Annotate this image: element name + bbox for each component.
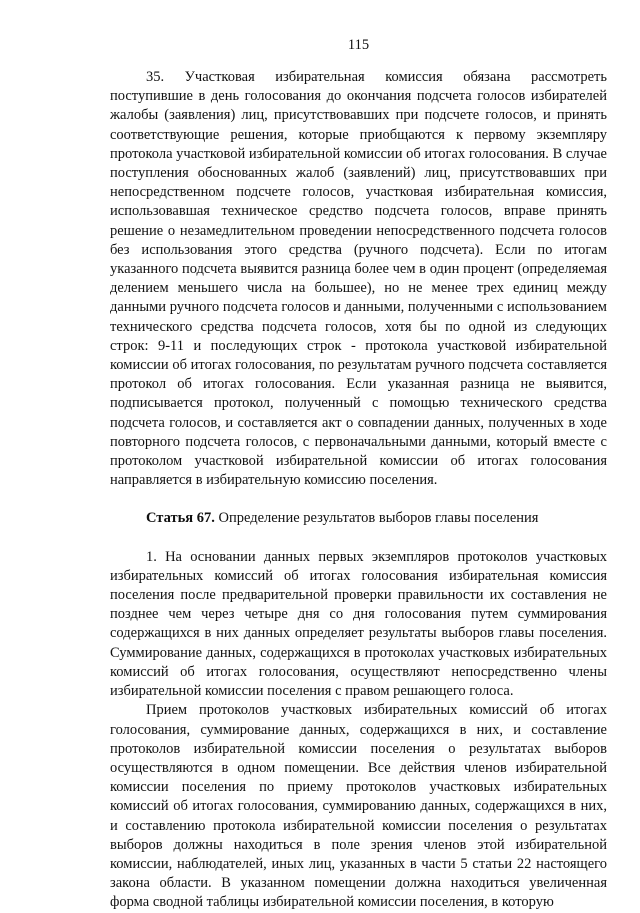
- article-label: Статья 67.: [146, 510, 215, 527]
- paragraph-article-67-part-1-cont: Прием протоколов участковых избирательных комиссий об итогах голосования, суммирование данных, содержащихся в них, и составление протоколов избирательной комиссии поселения о результатах выборов осуществляются в одном помещении. Все действия членов избирательной комиссии поселения по приему протоколов участковых избирательных комиссий об итогах голосования, суммированию данных, содержащихся в них, и составлению протокола избирательной комиссии поселения о результатах выборов должны находиться в поле зрения членов этой избирательной комиссии, наблюдателей, иных лиц, указанных в части 5 статьи 22 настоящего закона области. В указанном помещении должна находиться увеличенная форма сводной таблицы избирательной комиссии поселения, в которую: [110, 702, 607, 911]
- article-title: Определение результатов выборов главы поселения: [214, 510, 539, 527]
- paragraph-article-67-part-1: 1. На основании данных первых экземпляров протоколов участковых избирательных комиссий об итогах голосования избирательная комиссия поселения после предварительной проверки правильности их составления не позднее чем через четыре дня со дня голосования путем суммирования содержащихся в них данных определяет результаты выборов главы поселения. Суммирование данных, содержащихся в протоколах участковых избирательных комиссий об итогах голосования, осуществляют непосредственно члены избирательной комиссии поселения с правом решающего голоса.: [110, 548, 607, 700]
- paragraph-35: 35. Участковая избирательная комиссия обязана рассмотреть поступившие в день голосования до окончания подсчета голосов избирателей жалобы (заявления) лиц, присутствовавших при подсчете голосов, и принять соответствующие решения, которые приобщаются к первому экземпляру протокола участковой избирательной комиссии об итогах голосования. В случае поступления обоснованных жалоб (заявлений) лиц, присутствовавших при непосредственном подсчете голосов, участковая избирательная комиссия, использовавшая техническое средство подсчета голосов, вправе принять решение о незамедлительном проведении непосредственного подсчета голосов без использования этого средства (ручного подсчета). Если по итогам указанного подсчета выявится разница более чем в один процент (определяемая делением меньшего числа на большее), но не менее трех единиц между данными ручного подсчета голосов и данными, полученными с использованием технического средства подсчета голосов, хотя бы по одной из следующих строк: 9-11 и последующих строк - протокола участковой избирательной комиссии об итогах голосования, по результатам ручного подсчета составляется протокол об итогах голосования. Если указанная разница не выявится, подписывается протокол, полученный с помощью технического средства подсчета голосов, и составляется акт о совпадении данных, полученных в ходе повторного подсчета голосов, с первоначальными данными, который вместе с протоколом участковой избирательной комиссии об итогах голосования направляется в избирательную комиссию поселения.: [110, 69, 607, 489]
- page-number: 115: [347, 37, 370, 53]
- article-heading: [110, 509, 607, 528]
